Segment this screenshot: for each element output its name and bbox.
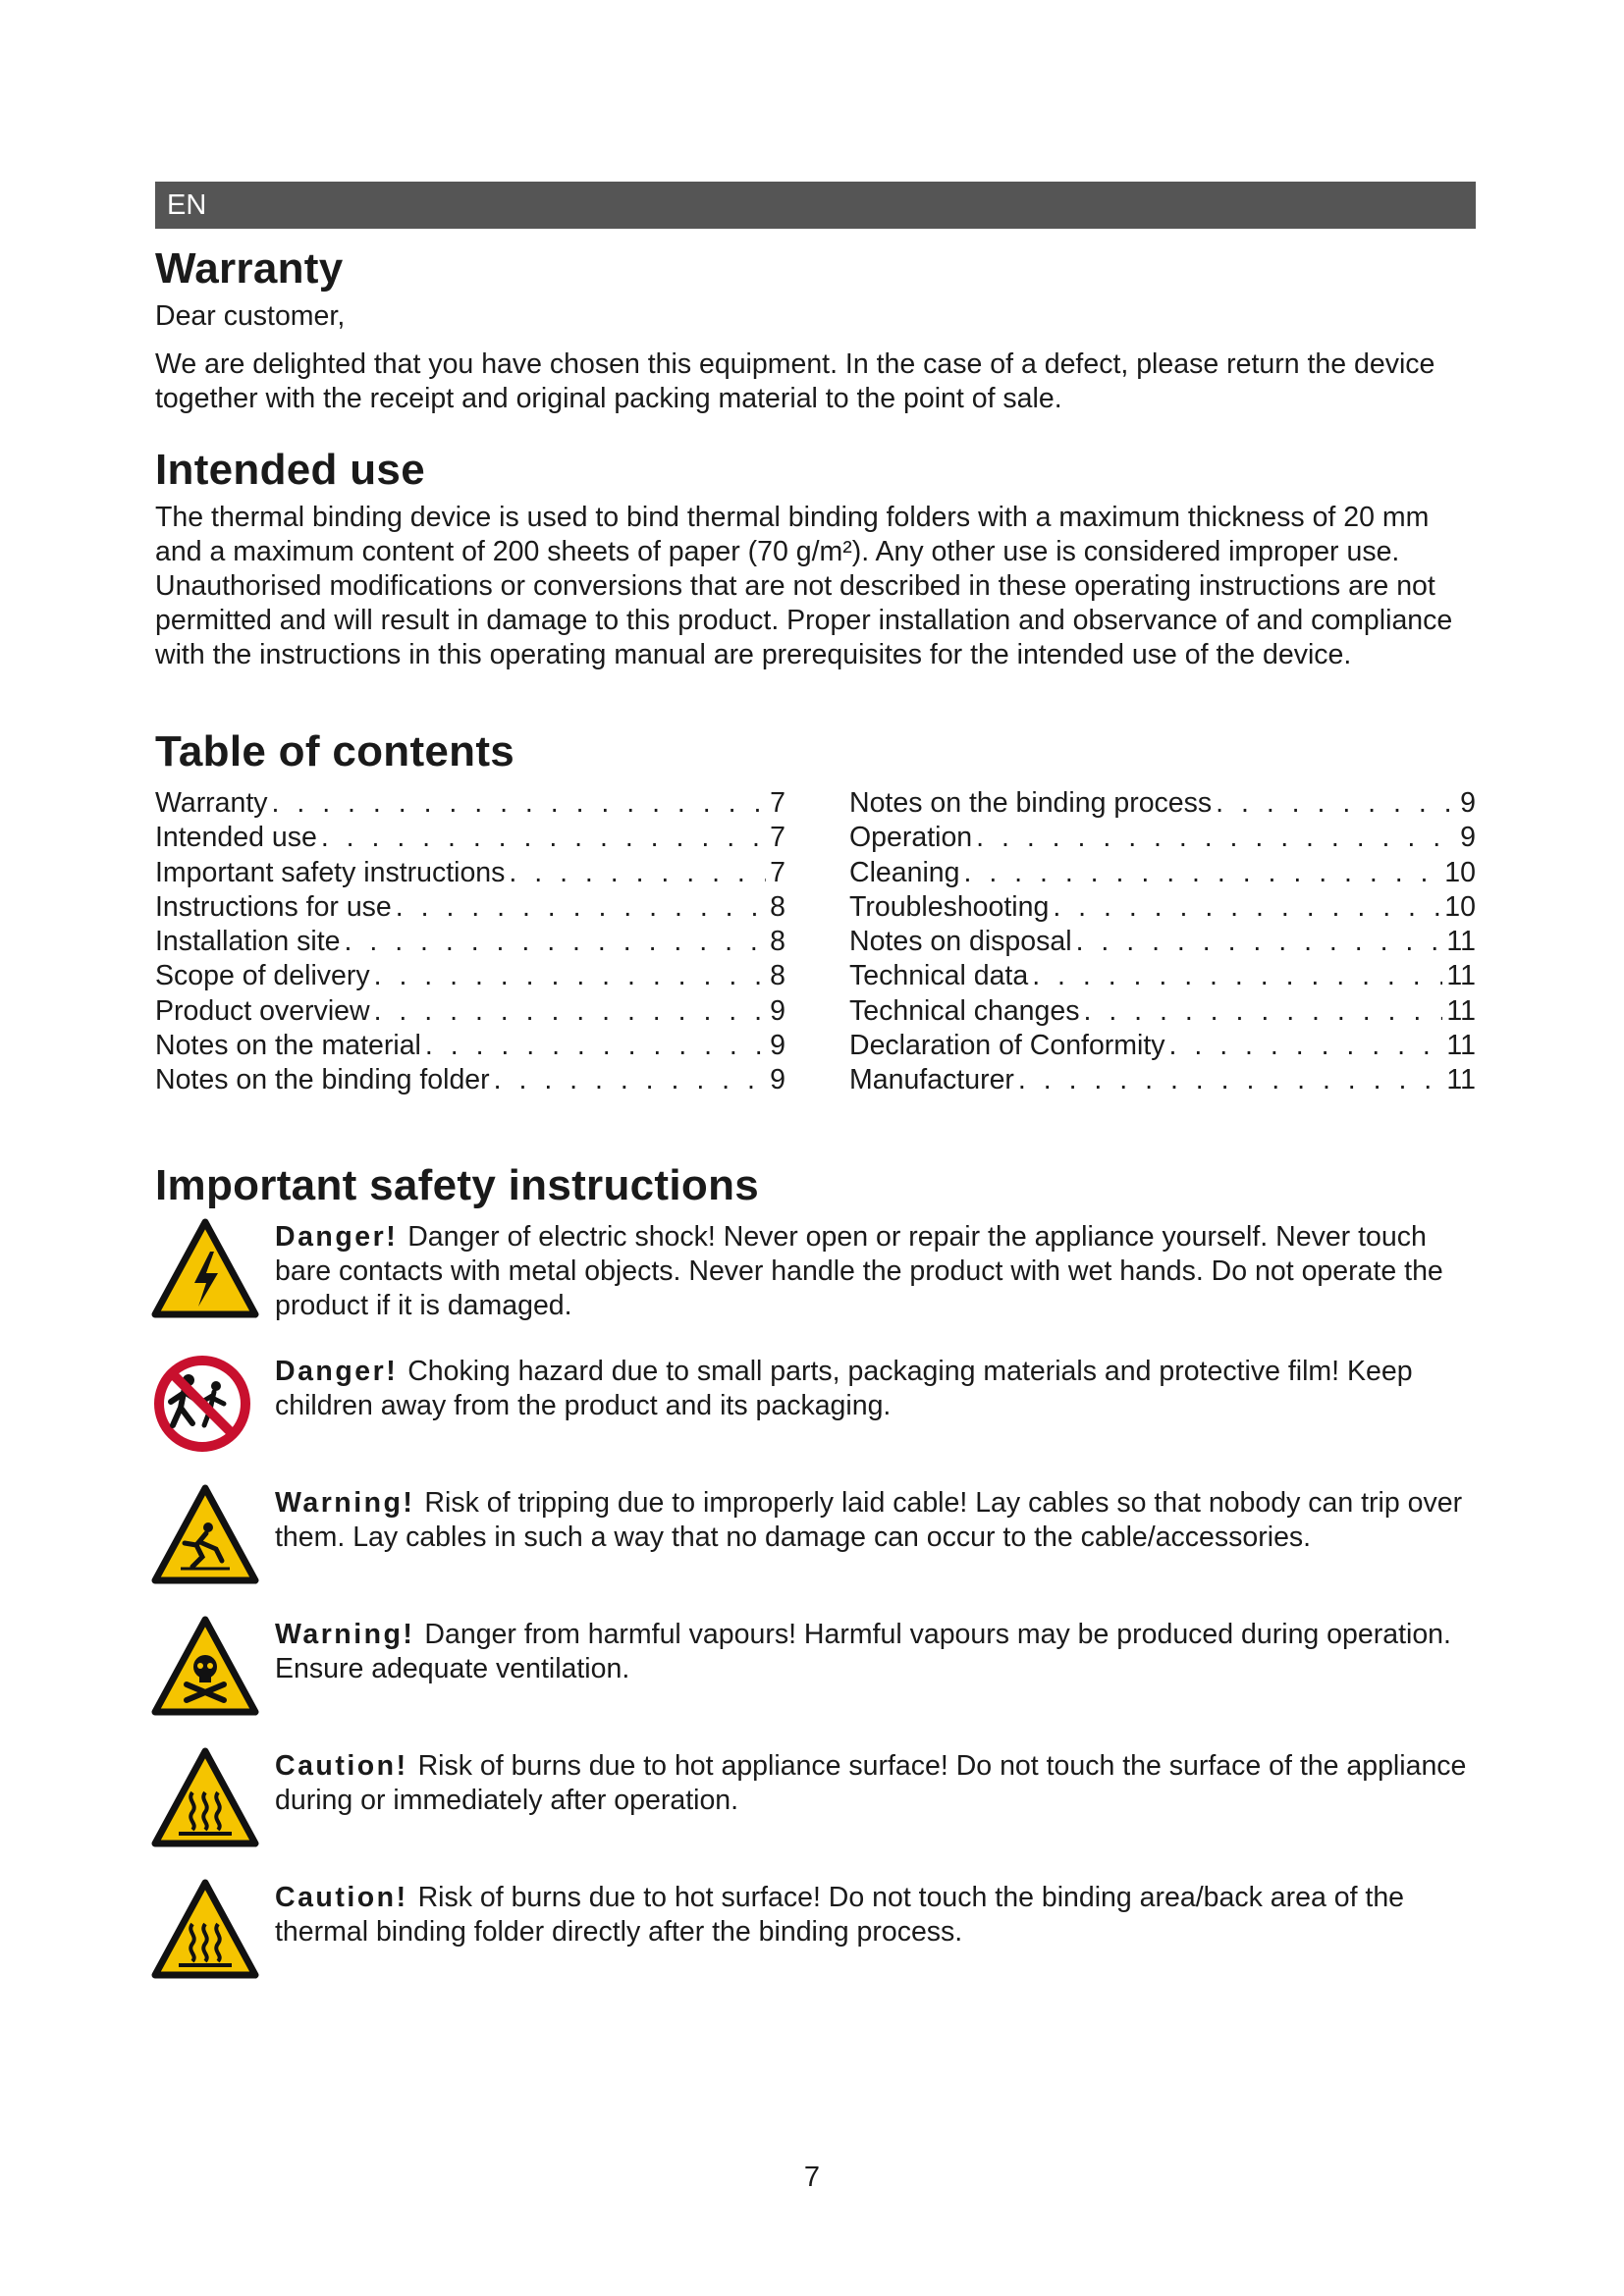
warranty-heading: Warranty: [155, 244, 344, 293]
safety-instruction: [155, 1879, 1476, 1981]
intended-use-body: The thermal binding device is used to bind thermal binding folders with a maximum thickness of 20 mm and a maximum content of 200 sheets of paper (70 g/m²). Any other use is considered improper use. Unauthorised modifications or conversions that are not described in these operating instructions are not permitted and will result in damage to this product. Proper installation and observance of and compliance with the instructions in this operating manual are prerequisites for the intended use of the device.: [155, 502, 1453, 670]
toc-entry-label: Notes on the binding process: [849, 787, 1213, 819]
toc-entry-label: Installation site: [155, 926, 341, 958]
safety-text: [275, 1218, 1476, 1323]
safety-description: Danger from harmful vapours! Harmful vapours may be produced during operation. Ensure adequate ventilation.: [275, 1618, 1451, 1684]
toc-entry-label: Operation: [849, 822, 973, 854]
safety-text: [275, 1616, 1476, 1686]
toc-entry-label: Notes on the binding folder: [155, 1064, 490, 1096]
toc-entry-label: Important safety instructions: [155, 856, 506, 888]
safety-description: Risk of tripping due to improperly laid cable! Lay cables so that nobody can trip over them. Lay cables in such a way that no damage can occur to the cable/accessories.: [275, 1486, 1463, 1553]
toc-entry-label: Cleaning: [849, 856, 960, 888]
toc-entry-page: 9: [770, 994, 785, 1027]
toc-right-column: [849, 786, 1476, 1098]
toc-leader: [1072, 925, 1443, 959]
toc-entry-label: Declaration of Conformity: [849, 1030, 1165, 1062]
toc-entry[interactable]: [849, 890, 1476, 925]
toc-leader: [421, 1029, 766, 1063]
toc-entry[interactable]: [155, 1063, 785, 1097]
severity-label: Caution!: [275, 1749, 408, 1782]
safety-description: Choking hazard due to small parts, packaging materials and protective film! Keep children away from the product and its packaging.: [275, 1355, 1413, 1421]
toc-entry[interactable]: [155, 821, 785, 855]
toc-entry[interactable]: [849, 925, 1476, 959]
toc-entry-page: 11: [1446, 960, 1476, 992]
toc-entry[interactable]: [155, 890, 785, 925]
intended-use-heading: Intended use: [155, 446, 425, 494]
toc-entry[interactable]: [155, 856, 785, 890]
toc-entry-label: Technical changes: [849, 994, 1080, 1027]
toc-entry-page: 9: [770, 1030, 785, 1062]
toc-entry-page: 9: [1460, 822, 1476, 854]
safety-text: [275, 1484, 1476, 1555]
toc-leader: [972, 821, 1456, 855]
table-of-contents: [155, 786, 1476, 1098]
toc-entry[interactable]: [155, 925, 785, 959]
toc-leader: [1014, 1063, 1442, 1097]
toc-leader: [960, 856, 1441, 890]
toc-entry-page: 11: [1446, 1030, 1476, 1062]
warranty-greeting: Dear customer,: [155, 300, 346, 332]
toc-leader: [370, 959, 767, 993]
safety-text: [275, 1747, 1476, 1818]
toc-entry-label: Scope of delivery: [155, 960, 370, 992]
toc-entry-label: Intended use: [155, 822, 317, 854]
toc-entry-page: 7: [770, 856, 785, 888]
safety-instruction: [155, 1484, 1476, 1586]
toc-entry-page: 7: [770, 787, 785, 819]
toc-entry[interactable]: [155, 959, 785, 993]
safety-instruction: [155, 1616, 1476, 1718]
severity-label: Danger!: [275, 1355, 399, 1387]
toc-leader: [1028, 959, 1442, 993]
toc-entry-label: Manufacturer: [849, 1064, 1014, 1096]
toc-leader: [1165, 1029, 1443, 1063]
safety-text: [275, 1879, 1476, 1949]
toc-heading: Table of contents: [155, 727, 515, 775]
toc-entry[interactable]: [849, 994, 1476, 1029]
toc-entry[interactable]: [849, 1063, 1476, 1097]
severity-label: Warning!: [275, 1618, 415, 1650]
safety-instruction: [155, 1353, 1476, 1455]
toc-entry[interactable]: [849, 1029, 1476, 1063]
toc-left-column: [155, 786, 785, 1098]
toc-leader: [268, 786, 767, 821]
toc-entry-page: 8: [770, 890, 785, 923]
toc-entry-page: 11: [1446, 1064, 1476, 1096]
language-bar: EN: [155, 182, 1476, 229]
toc-entry[interactable]: [155, 786, 785, 821]
toc-entry-label: Warranty: [155, 787, 268, 819]
toc-leader: [341, 925, 767, 959]
severity-label: Danger!: [275, 1220, 399, 1253]
toc-entry-page: 10: [1444, 856, 1476, 888]
toc-entry[interactable]: [849, 959, 1476, 993]
safety-description: Risk of burns due to hot appliance surface! Do not touch the surface of the appliance during or immediately after operation.: [275, 1749, 1467, 1816]
toc-entry-label: Notes on the material: [155, 1030, 421, 1062]
safety-description: Danger of electric shock! Never open or repair the appliance yourself. Never touch bare contacts with metal objects. Never handle the product with wet hands. Do not operate the product if it is damaged.: [275, 1220, 1443, 1321]
toc-leader: [1080, 994, 1443, 1029]
toc-entry[interactable]: [849, 786, 1476, 821]
toc-leader: [317, 821, 766, 855]
hot-surface-warning-icon: [151, 1879, 259, 1981]
toc-entry-label: Product overview: [155, 994, 370, 1027]
toc-leader: [392, 890, 766, 925]
toc-entry-page: 9: [770, 1064, 785, 1096]
toc-entry-page: 11: [1446, 926, 1476, 958]
safety-text: [275, 1353, 1476, 1423]
safety-instruction: [155, 1747, 1476, 1849]
toc-entry-label: Notes on disposal: [849, 926, 1072, 958]
page: [155, 182, 1476, 2010]
toc-entry-label: Technical data: [849, 960, 1029, 992]
toc-leader: [1212, 786, 1456, 821]
safety-heading: Important safety instructions: [155, 1160, 760, 1209]
toc-entry-page: 9: [1460, 787, 1476, 819]
toc-entry-page: 8: [770, 926, 785, 958]
toc-entry-page: 7: [770, 822, 785, 854]
toc-entry-page: 11: [1446, 994, 1476, 1027]
safety-instruction: [155, 1218, 1476, 1323]
tripping-hazard-warning-icon: [151, 1484, 259, 1586]
toc-entry[interactable]: [849, 856, 1476, 890]
toc-entry[interactable]: [155, 1029, 785, 1063]
safety-description: Risk of burns due to hot surface! Do not touch the binding area/back area of the thermal binding folder directly after the binding process.: [275, 1881, 1405, 1948]
toc-leader: [1049, 890, 1440, 925]
toc-entry[interactable]: [849, 821, 1476, 855]
toxic-vapours-warning-icon: [151, 1616, 259, 1718]
electric-shock-warning-icon: [151, 1218, 259, 1320]
toc-entry-label: Troubleshooting: [849, 890, 1050, 923]
toc-entry-label: Instructions for use: [155, 890, 392, 923]
no-children-prohibition-icon: [151, 1353, 259, 1455]
toc-leader: [490, 1063, 766, 1097]
toc-leader: [505, 856, 766, 890]
severity-label: Warning!: [275, 1486, 415, 1519]
warranty-body: We are delighted that you have chosen this equipment. In the case of a defect, please return the device together with the receipt and original packing material to the point of sale.: [155, 348, 1435, 414]
severity-label: Caution!: [275, 1881, 408, 1913]
toc-leader: [370, 994, 767, 1029]
hot-surface-warning-icon: [151, 1747, 259, 1849]
page-number: 7: [803, 2162, 821, 2193]
toc-entry-page: 10: [1444, 890, 1476, 923]
toc-entry[interactable]: [155, 994, 785, 1029]
toc-entry-page: 8: [770, 960, 785, 992]
